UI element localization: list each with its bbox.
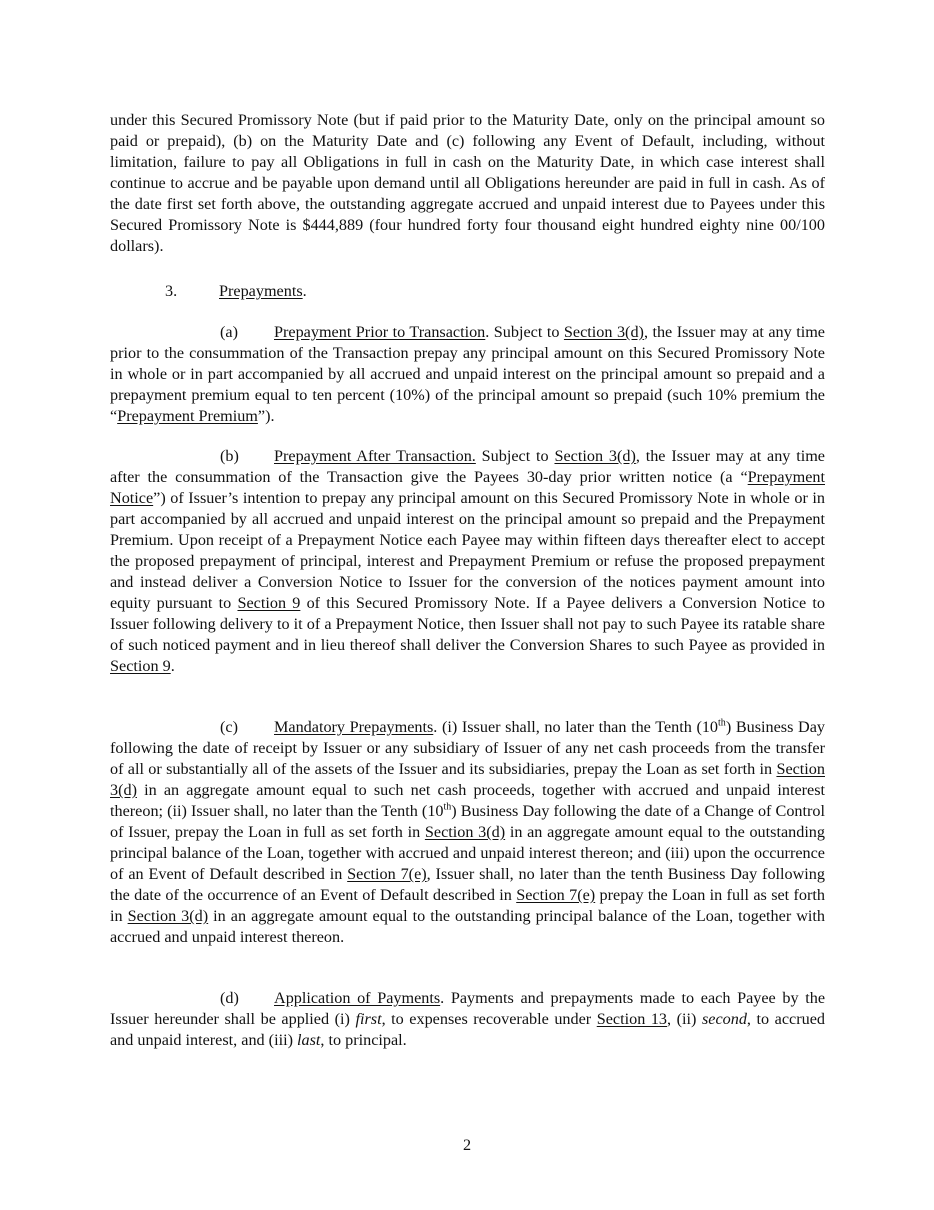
text-run: , the Issuer may at any time prior to the consummation of the Transaction prepay any principal amount on this Secured Promissory Note in whole or in part accompanied by all accrued and unpaid interest on the principal amount so prepaid and a prepayment premium equal to ten percent (10%) of the principal amount so prepaid (such 10% premium the “ <box>110 323 825 425</box>
section-3-heading <box>165 281 307 302</box>
subsection-label: (c) <box>220 718 238 736</box>
page-number: 2 <box>462 1136 472 1154</box>
cross-reference: Section 3(d) <box>110 760 825 799</box>
subsection-label: (b) <box>220 447 239 465</box>
cross-reference: Section 3(d) <box>127 907 209 925</box>
subsection-title: Prepayment Prior to Transaction <box>274 323 486 341</box>
text-run: in an aggregate amount equal to the outstanding principal balance of the Loan, together with accrued and unpaid interest thereon. <box>110 907 825 946</box>
cross-reference: Section 13 <box>596 1010 668 1028</box>
text-run: ) Business Day following the date of receipt by Issuer or any subsidiary of Issuer of any net cash proceeds from the transfer of all or substantially all of the assets of the Issuer and its subsidiaries, prepay the Loan as set forth in <box>110 718 825 778</box>
text-run: . <box>170 657 175 675</box>
text-run: , to expenses recoverable under <box>381 1010 597 1028</box>
text-run: ”). <box>257 407 275 425</box>
paragraph-3b <box>110 446 825 677</box>
text-run: of this Secured Promissory Note. If a Payee delivers a Conversion Notice to Issuer following delivery to it of a Prepayment Notice, then Issuer shall not pay to such Payee its ratable share of such noticed payment and in lieu thereof shall deliver the Conversion Shares to such Payee as provided in <box>110 594 825 654</box>
subsection-title: Application of Payments <box>274 989 441 1007</box>
text-run: Subject to <box>475 447 555 465</box>
text-run: , Issuer shall, no later than the tenth Business Day following the date of the occurrence of an Event of Default described in <box>110 865 825 904</box>
emphasis: second <box>701 1010 747 1028</box>
cross-reference: Section 7(e) <box>347 865 427 883</box>
defined-term: Prepayment Notice <box>110 468 825 507</box>
subsection-title: Prepayment After Transaction. <box>274 447 476 465</box>
subsection-label: (a) <box>220 323 238 341</box>
text-run: , to principal. <box>320 1031 407 1049</box>
text-run: prepay the Loan in full as set forth in <box>110 886 825 925</box>
cross-reference: Section 3(d) <box>554 447 636 465</box>
paragraph-3d <box>110 988 825 1051</box>
section-title-punct: . <box>302 282 307 300</box>
text-run: , (ii) <box>667 1010 702 1028</box>
cross-reference: Section 7(e) <box>516 886 596 904</box>
text-run: in an aggregate amount equal to the outstanding principal balance of the Loan, together with accrued and unpaid interest thereon; and (iii) upon the occurrence of an Event of Default described in <box>110 823 825 883</box>
text-run: . Payments and prepayments made to each Payee by the Issuer hereunder shall be applied (i) <box>110 989 826 1028</box>
superscript: th <box>443 801 452 813</box>
text-run: ) Business Day following the date of a Change of Control of Issuer, prepay the Loan in full as set forth in <box>110 802 825 841</box>
section-title: Prepayments <box>219 282 303 300</box>
text-run: . (i) Issuer shall, no later than the Tenth (10 <box>433 718 719 736</box>
text-run: , the Issuer may at any time after the consummation of the Transaction give the Payees 30-day prior written notice (a “ <box>110 447 825 486</box>
text-run: . Subject to <box>485 323 564 341</box>
emphasis: last <box>297 1031 321 1049</box>
emphasis: first <box>355 1010 382 1028</box>
cross-reference: Section 3(d) <box>424 823 506 841</box>
subsection-title: Mandatory Prepayments <box>274 718 434 736</box>
subsection-label: (d) <box>220 989 239 1007</box>
cross-reference: Section 9 <box>237 594 301 612</box>
cross-reference: Section 3(d) <box>563 323 644 341</box>
section-number: 3. <box>165 282 178 300</box>
paragraph-3a <box>110 322 825 427</box>
text-run: ”) of Issuer’s intention to prepay any principal amount on this Secured Promissory Note in whole or in part accompanied by all accrued and unpaid interest on the principal amount so prepaid and the Prepayment Premium. Upon receipt of a Prepayment Notice each Payee may within fifteen days thereafter elect to accept the proposed prepayment of principal, interest and Prepayment Premium or refuse the proposed prepayment and instead deliver a Conversion Notice to Issuer for the conversion of the notices payment amount into equity pursuant to <box>110 489 825 612</box>
intro-paragraph: under this Secured Promissory Note (but if paid prior to the Maturity Date, only on the principal amount so paid or prepaid), (b) on the Maturity Date and (c) following any Event of Default, including, without limitation, failure to pay all Obligations in full in cash on the Maturity Date, in which case interest shall continue to accrue and be payable upon demand until all Obligations hereunder are paid in full in cash. As of the date first set forth above, the outstanding aggregate accrued and unpaid interest due to Payees under this Secured Promissory Note is $444,889 (four hundred forty four thousand eight hundred eighty nine 00/100 dollars). <box>110 111 825 255</box>
cross-reference: Section 9 <box>110 657 171 675</box>
text-run: , to accrued and unpaid interest, and (iii) <box>110 1010 825 1049</box>
superscript: th <box>718 717 726 729</box>
paragraph-3c <box>110 717 825 948</box>
defined-term: Prepayment Premium <box>117 407 258 425</box>
text-run: in an aggregate amount equal to such net cash proceeds, together with accrued and unpaid interest thereon; (ii) Issuer shall, no later than the Tenth (10 <box>110 781 825 820</box>
